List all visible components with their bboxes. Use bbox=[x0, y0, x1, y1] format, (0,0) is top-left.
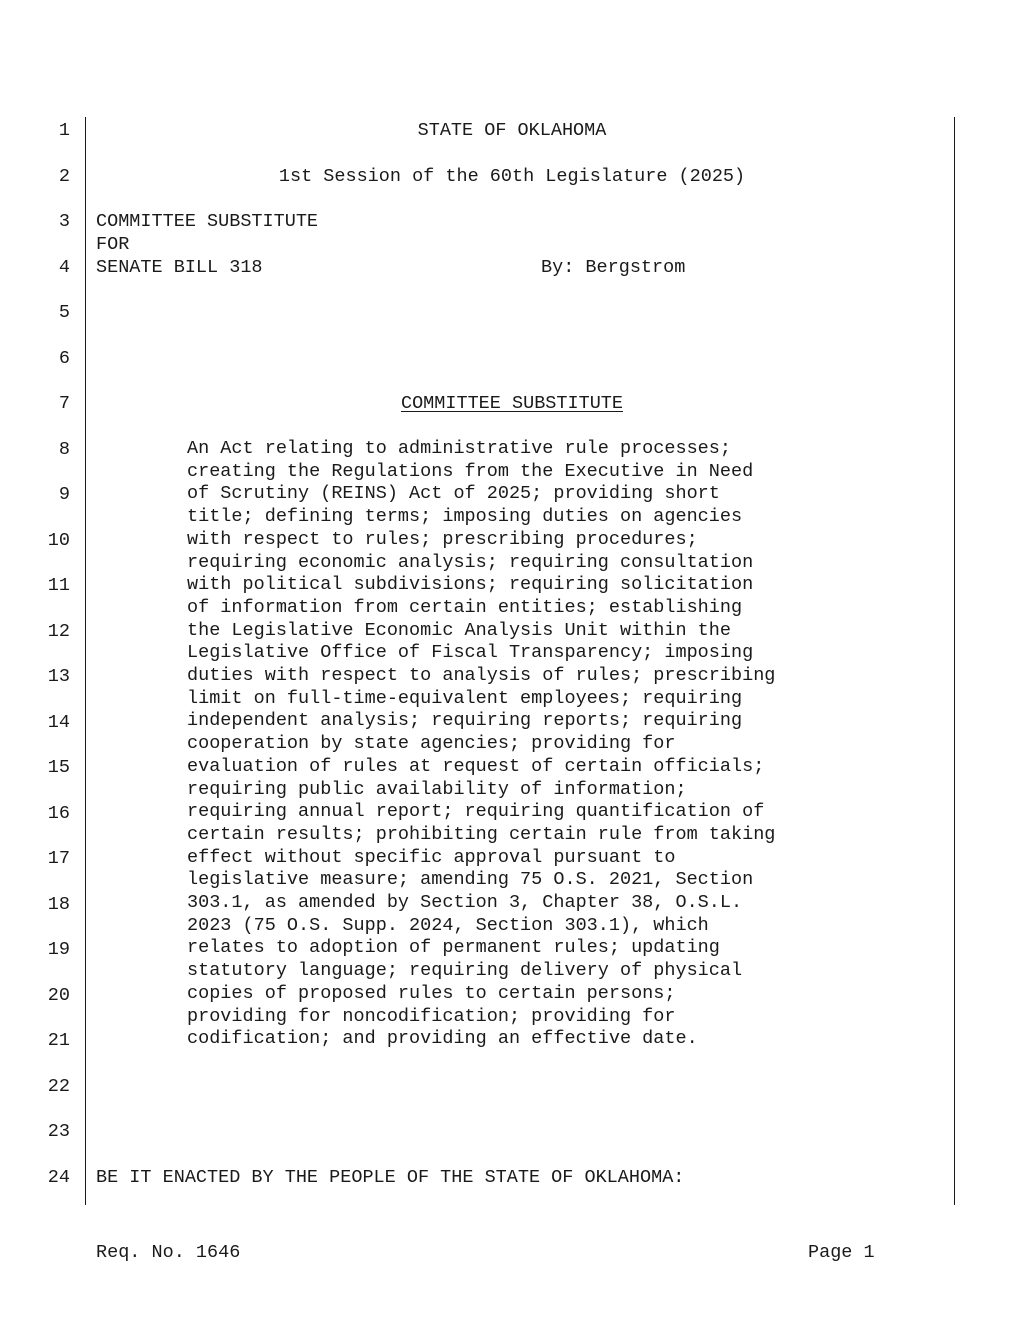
summary-line: of Scrutiny (REINS) Act of 2025; providing short bbox=[187, 483, 720, 505]
summary-line: providing for noncodification; providing for bbox=[187, 1005, 676, 1027]
summary-line: creating the Regulations from the Executive in Need bbox=[187, 460, 754, 482]
summary-line: requiring public availability of information; bbox=[187, 778, 687, 800]
summary-line: effect without specific approval pursuant to bbox=[187, 846, 676, 868]
line-number: 3 bbox=[58, 211, 70, 232]
request-number: Req. No. 1646 bbox=[96, 1242, 241, 1263]
line-number: 1 bbox=[58, 120, 70, 141]
summary-line: statutory language; requiring delivery of physical bbox=[187, 960, 743, 982]
summary-line: codification; and providing an effective date. bbox=[187, 1028, 698, 1050]
state-heading: STATE OF OKLAHOMA bbox=[417, 120, 607, 141]
summary-line: title; defining terms; imposing duties on agencies bbox=[187, 506, 743, 528]
line-number: 10 bbox=[47, 530, 70, 551]
summary-line: with political subdivisions; requiring solicitation bbox=[187, 574, 754, 596]
summary-line: of information from certain entities; establishing bbox=[187, 596, 743, 618]
line-number: 22 bbox=[47, 1076, 70, 1097]
summary-line: 2023 (75 O.S. Supp. 2024, Section 303.1), which bbox=[187, 914, 709, 936]
summary-line: copies of proposed rules to certain persons; bbox=[187, 982, 676, 1004]
session-heading: 1st Session of the 60th Legislature (2025) bbox=[278, 166, 746, 187]
line-number: 9 bbox=[58, 484, 70, 505]
page-number: Page 1 bbox=[808, 1242, 875, 1263]
summary-line: relates to adoption of permanent rules; updating bbox=[187, 937, 720, 959]
summary-line: legislative measure; amending 75 O.S. 2021, Section bbox=[187, 869, 754, 891]
line-number: 7 bbox=[58, 393, 70, 414]
enacting-clause: BE IT ENACTED BY THE PEOPLE OF THE STATE OF OKLAHOMA: bbox=[96, 1167, 685, 1188]
line-number: 20 bbox=[47, 985, 70, 1006]
summary-line: Legislative Office of Fiscal Transparency; imposing bbox=[187, 642, 754, 664]
line-number: 21 bbox=[47, 1030, 70, 1051]
summary-line: requiring annual report; requiring quantification of bbox=[187, 801, 765, 823]
left-margin-rule bbox=[85, 117, 86, 1205]
summary-line: 303.1, as amended by Section 3, Chapter 38, O.S.L. bbox=[187, 892, 743, 914]
summary-line: the Legislative Economic Analysis Unit within the bbox=[187, 619, 731, 641]
act-summary bbox=[187, 438, 927, 1051]
line-number: 15 bbox=[47, 757, 70, 778]
line-number: 12 bbox=[47, 621, 70, 642]
bill-type-line1: COMMITTEE SUBSTITUTE bbox=[96, 211, 319, 232]
summary-line: requiring economic analysis; requiring consultation bbox=[187, 551, 754, 573]
line-number: 24 bbox=[47, 1167, 70, 1188]
bill-type-line2: FOR bbox=[96, 234, 130, 255]
committee-substitute-title-text: COMMITTEE SUBSTITUTE bbox=[400, 393, 624, 414]
summary-line: independent analysis; requiring reports; requiring bbox=[187, 710, 743, 732]
bill-author: By: Bergstrom bbox=[541, 257, 686, 278]
line-number: 23 bbox=[47, 1121, 70, 1142]
summary-line: duties with respect to analysis of rules; prescribing bbox=[187, 665, 776, 687]
line-number: 4 bbox=[58, 257, 70, 278]
line-number: 5 bbox=[58, 302, 70, 323]
line-number: 6 bbox=[58, 348, 70, 369]
line-number: 11 bbox=[47, 575, 70, 596]
summary-line: with respect to rules; prescribing procedures; bbox=[187, 528, 698, 550]
summary-line: cooperation by state agencies; providing for bbox=[187, 733, 676, 755]
bill-number: SENATE BILL 318 bbox=[96, 257, 263, 278]
summary-line: certain results; prohibiting certain rule from taking bbox=[187, 823, 776, 845]
line-number: 17 bbox=[47, 848, 70, 869]
right-margin-rule bbox=[954, 117, 955, 1205]
committee-substitute-title bbox=[96, 393, 928, 415]
line-number: 18 bbox=[47, 894, 70, 915]
line-number: 13 bbox=[47, 666, 70, 687]
line-number: 8 bbox=[58, 439, 70, 460]
line-number: 19 bbox=[47, 939, 70, 960]
summary-line: An Act relating to administrative rule processes; bbox=[187, 438, 731, 459]
line-number: 16 bbox=[47, 803, 70, 824]
line-number: 2 bbox=[58, 166, 70, 187]
summary-line: evaluation of rules at request of certain officials; bbox=[187, 755, 765, 777]
line-number: 14 bbox=[47, 712, 70, 733]
summary-line: limit on full-time-equivalent employees; requiring bbox=[187, 687, 743, 709]
